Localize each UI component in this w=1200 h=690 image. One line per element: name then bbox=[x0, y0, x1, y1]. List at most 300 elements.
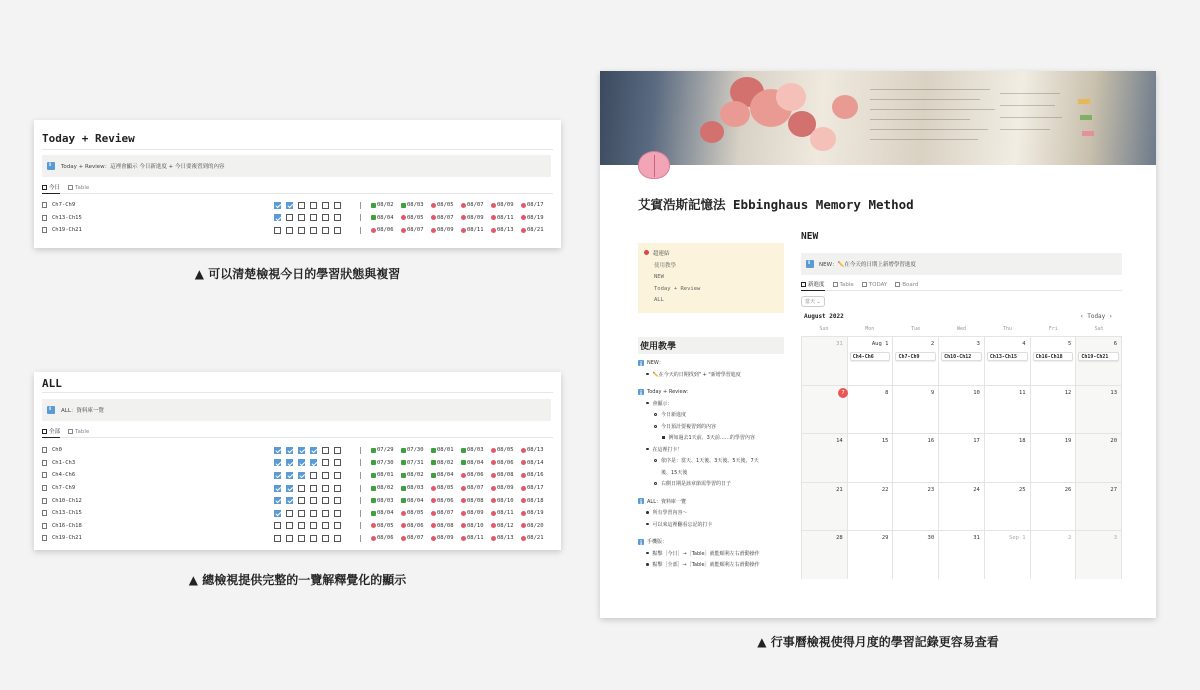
day-number: 2 bbox=[930, 341, 935, 347]
row-title[interactable]: Ch7-Ch9 bbox=[52, 202, 76, 209]
calendar-day[interactable] bbox=[1076, 434, 1122, 482]
table-row[interactable] bbox=[42, 482, 553, 495]
checkbox[interactable] bbox=[286, 522, 293, 529]
checkbox[interactable] bbox=[310, 447, 317, 454]
brain-icon bbox=[521, 448, 526, 453]
table-row[interactable] bbox=[42, 469, 553, 482]
checkbox[interactable] bbox=[334, 497, 341, 504]
table-view-icon bbox=[862, 282, 867, 287]
info-icon bbox=[638, 389, 644, 395]
review-date: 08/03 bbox=[371, 498, 397, 504]
tab-today[interactable]: 今日 bbox=[42, 182, 60, 194]
check-icon bbox=[401, 473, 406, 478]
checkbox[interactable] bbox=[322, 472, 329, 479]
calendar-day[interactable] bbox=[985, 337, 1031, 385]
calendar-day[interactable] bbox=[1031, 337, 1077, 385]
checkbox[interactable] bbox=[334, 522, 341, 529]
weekday-label: Mon bbox=[865, 326, 875, 332]
checkbox[interactable] bbox=[286, 214, 293, 221]
checkbox[interactable] bbox=[322, 497, 329, 504]
brain-icon bbox=[491, 523, 496, 528]
cover-image bbox=[600, 71, 1156, 165]
table-row[interactable] bbox=[42, 212, 553, 225]
calendar-day[interactable] bbox=[939, 386, 985, 434]
toc-item-guide[interactable]: 使用教學 bbox=[654, 262, 677, 269]
checkbox-group bbox=[274, 227, 341, 234]
checkbox[interactable] bbox=[310, 202, 317, 209]
table-row[interactable] bbox=[42, 520, 553, 533]
checkbox[interactable] bbox=[274, 227, 281, 234]
checkbox[interactable] bbox=[322, 459, 329, 466]
day-number: 24 bbox=[973, 486, 980, 493]
calendar-day[interactable] bbox=[1076, 386, 1122, 434]
brain-icon bbox=[431, 536, 436, 541]
brain-icon bbox=[491, 203, 496, 208]
checkbox[interactable] bbox=[334, 510, 341, 517]
brain-icon bbox=[521, 228, 526, 233]
calendar-day[interactable] bbox=[801, 531, 848, 579]
checkbox[interactable] bbox=[334, 535, 341, 542]
day-number: 21 bbox=[836, 486, 843, 493]
info-icon bbox=[638, 360, 644, 366]
checkbox[interactable] bbox=[286, 459, 293, 466]
guide-line: 依序是：當天、1天後、3天後、5天後、7天 bbox=[638, 456, 784, 468]
checkbox[interactable] bbox=[298, 214, 305, 221]
review-dates bbox=[371, 447, 547, 453]
brain-icon bbox=[521, 215, 526, 220]
guide-line: 點擊［今日］→［Table］就能順利左右滑動操作 bbox=[638, 549, 784, 561]
divider bbox=[360, 214, 361, 221]
guide-line: iNEW： bbox=[638, 358, 784, 370]
checkbox[interactable] bbox=[298, 227, 305, 234]
checkbox[interactable] bbox=[298, 535, 305, 542]
checkbox-group bbox=[274, 497, 341, 504]
day-number: Aug 1 bbox=[871, 341, 889, 347]
calendar-event[interactable]: Ch10-Ch12 bbox=[941, 352, 982, 361]
guide-line: i手機版： bbox=[638, 537, 784, 549]
bullet-icon bbox=[654, 425, 657, 428]
bullet-icon bbox=[662, 436, 665, 439]
calendar-day[interactable] bbox=[939, 337, 985, 385]
brain-icon bbox=[371, 536, 376, 541]
day-number: 17 bbox=[973, 438, 980, 444]
brain-icon bbox=[491, 498, 496, 503]
new-callout-text: NEW：✏️在今天的日期上新增學習進度 bbox=[819, 262, 916, 268]
review-date: 08/10 bbox=[461, 523, 487, 529]
review-date: 08/07 bbox=[431, 215, 457, 221]
divider bbox=[360, 459, 361, 466]
guide-line: 點擊［全部］→［Table］就能順利左右滑動操作 bbox=[638, 560, 784, 572]
row-title[interactable]: Ch7-Ch9 bbox=[52, 485, 76, 492]
checkbox[interactable] bbox=[298, 447, 305, 454]
calendar-day[interactable] bbox=[1076, 483, 1122, 531]
calendar bbox=[801, 323, 1122, 579]
day-number: 15 bbox=[881, 438, 889, 444]
day-number: 4 bbox=[1022, 341, 1026, 347]
page-icon bbox=[42, 472, 47, 478]
info-icon bbox=[806, 260, 814, 268]
check-icon bbox=[431, 460, 436, 465]
calendar-day[interactable] bbox=[893, 434, 939, 482]
table-rows bbox=[42, 199, 553, 237]
checkbox[interactable] bbox=[298, 497, 305, 504]
checkbox[interactable] bbox=[286, 227, 293, 234]
guide-line: ✏️在今天的日期找到" + "新增學習進度 bbox=[638, 370, 784, 382]
table-rows bbox=[42, 444, 553, 545]
caption-today: ▲ 可以清楚檢視今日的學習狀態與複習 bbox=[194, 267, 401, 281]
all-card bbox=[34, 372, 561, 550]
review-date: 08/09 bbox=[491, 202, 517, 208]
day-number: 18 bbox=[1018, 438, 1026, 444]
row-title[interactable]: Ch13-Ch15 bbox=[52, 510, 82, 517]
calendar-day[interactable] bbox=[985, 483, 1031, 531]
bullet-icon bbox=[654, 413, 657, 416]
review-date: 08/07 bbox=[431, 510, 457, 516]
brain-icon bbox=[461, 536, 466, 541]
info-icon bbox=[638, 539, 644, 545]
calendar-day[interactable] bbox=[801, 434, 848, 482]
calendar-day[interactable] bbox=[893, 386, 939, 434]
check-icon bbox=[371, 498, 376, 503]
calendar-day[interactable] bbox=[985, 386, 1031, 434]
review-date: 08/05 bbox=[401, 510, 427, 516]
calendar-day[interactable] bbox=[801, 386, 848, 434]
checkbox[interactable] bbox=[274, 535, 281, 542]
calendar-day[interactable] bbox=[848, 483, 894, 531]
brain-icon bbox=[491, 536, 496, 541]
row-title[interactable]: Ch0 bbox=[52, 447, 62, 454]
checkbox[interactable] bbox=[274, 497, 281, 504]
review-dates bbox=[371, 460, 547, 466]
review-date: 08/11 bbox=[461, 535, 487, 541]
guide-line: 右側日期是該章節需學習的日子 bbox=[638, 479, 784, 491]
day-number: 9 bbox=[930, 389, 935, 396]
checkbox[interactable] bbox=[334, 227, 341, 234]
checkbox[interactable] bbox=[334, 447, 341, 454]
page-icon bbox=[42, 485, 47, 491]
day-number: Sep 1 bbox=[1009, 535, 1026, 541]
new-callout bbox=[801, 253, 1122, 275]
guide-line: 今日新進度 bbox=[638, 410, 784, 422]
review-dates bbox=[371, 523, 547, 529]
bullet-icon bbox=[646, 511, 649, 514]
review-date: 08/04 bbox=[371, 510, 397, 516]
brain-icon bbox=[521, 486, 526, 491]
table-row[interactable] bbox=[42, 457, 553, 470]
checkbox[interactable] bbox=[322, 510, 329, 517]
checkbox[interactable] bbox=[310, 535, 317, 542]
weekday-label: Thu bbox=[1002, 326, 1012, 332]
day-number: 10 bbox=[973, 389, 980, 396]
divider bbox=[360, 497, 361, 504]
calendar-day[interactable] bbox=[939, 483, 985, 531]
calendar-day[interactable] bbox=[848, 386, 894, 434]
row-title[interactable]: Ch19-Ch21 bbox=[52, 535, 82, 542]
bullet-icon bbox=[646, 563, 649, 566]
tab-table[interactable]: Table bbox=[68, 426, 89, 438]
guide-line: 在這裡打卡！ bbox=[638, 445, 784, 457]
check-icon bbox=[371, 203, 376, 208]
table-row[interactable] bbox=[42, 199, 553, 212]
calendar-day[interactable] bbox=[939, 434, 985, 482]
bullet-icon bbox=[646, 402, 649, 405]
checkbox[interactable] bbox=[298, 459, 305, 466]
checkbox[interactable] bbox=[298, 522, 305, 529]
brain-icon bbox=[431, 523, 436, 528]
brain-icon bbox=[461, 498, 466, 503]
toc-item-all[interactable]: ALL bbox=[654, 297, 664, 303]
callout-text: Today + Review：這裡會顯示 今日新進度 + 今日要複習到的內容 bbox=[61, 164, 225, 170]
checkbox[interactable] bbox=[334, 214, 341, 221]
check-icon bbox=[401, 498, 406, 503]
brain-icon bbox=[431, 486, 436, 491]
view-tabs bbox=[42, 182, 553, 194]
checkbox[interactable] bbox=[310, 459, 317, 466]
table-row[interactable] bbox=[42, 532, 553, 545]
review-date: 07/31 bbox=[401, 460, 427, 466]
checkbox[interactable] bbox=[298, 472, 305, 479]
day-number: 28 bbox=[836, 535, 843, 541]
review-date: 08/11 bbox=[491, 510, 517, 516]
toc-item-today-review[interactable]: Today + Review bbox=[654, 285, 701, 292]
checkbox[interactable] bbox=[274, 214, 281, 221]
row-title[interactable]: Ch10-Ch12 bbox=[52, 497, 82, 504]
calendar-day[interactable] bbox=[939, 531, 985, 579]
checkbox[interactable] bbox=[286, 497, 293, 504]
review-date: 08/19 bbox=[521, 510, 547, 516]
tab-board[interactable]: Board bbox=[895, 279, 918, 291]
review-dates bbox=[371, 510, 547, 516]
brain-icon bbox=[431, 228, 436, 233]
checkbox[interactable] bbox=[298, 510, 305, 517]
checkbox-group bbox=[274, 202, 341, 209]
review-date: 08/05 bbox=[431, 485, 457, 491]
calendar-day[interactable] bbox=[893, 483, 939, 531]
checkbox[interactable] bbox=[298, 485, 305, 492]
review-dates bbox=[371, 202, 547, 208]
toc-item-new[interactable]: NEW bbox=[654, 274, 664, 280]
bullet-icon bbox=[646, 552, 649, 555]
calendar-day[interactable] bbox=[848, 434, 894, 482]
checkbox[interactable] bbox=[322, 522, 329, 529]
page-icon bbox=[42, 215, 47, 221]
tab-table[interactable]: Table bbox=[833, 279, 854, 291]
guide-line: iToday + Review： bbox=[638, 387, 784, 399]
guide-heading: 使用教學 bbox=[638, 337, 784, 354]
checkbox[interactable] bbox=[286, 472, 293, 479]
tab-today[interactable]: TODAY bbox=[862, 279, 888, 291]
day-number: 3 bbox=[1113, 535, 1118, 541]
check-icon bbox=[371, 215, 376, 220]
row-title[interactable]: Ch13-Ch15 bbox=[52, 214, 82, 221]
review-date: 08/06 bbox=[371, 535, 397, 541]
calendar-day[interactable] bbox=[985, 531, 1031, 579]
calendar-day[interactable] bbox=[1031, 483, 1077, 531]
checkbox[interactable] bbox=[322, 227, 329, 234]
day-number: 31 bbox=[973, 535, 980, 541]
checkbox-group bbox=[274, 214, 341, 221]
calendar-day[interactable] bbox=[985, 434, 1031, 482]
checkbox[interactable] bbox=[286, 447, 293, 454]
review-date: 07/30 bbox=[371, 460, 397, 466]
checkbox[interactable] bbox=[286, 535, 293, 542]
checkbox[interactable] bbox=[286, 485, 293, 492]
check-icon bbox=[371, 460, 376, 465]
checkbox[interactable] bbox=[286, 202, 293, 209]
calendar-day[interactable] bbox=[1031, 386, 1077, 434]
toc-item-links[interactable]: 超連結 bbox=[644, 249, 784, 261]
calendar-day[interactable] bbox=[893, 337, 939, 385]
checkbox[interactable] bbox=[274, 459, 281, 466]
checkbox[interactable] bbox=[334, 485, 341, 492]
brain-icon bbox=[521, 523, 526, 528]
bullet-icon bbox=[654, 459, 657, 462]
checkbox[interactable] bbox=[274, 447, 281, 454]
day-number: 13 bbox=[1110, 389, 1118, 396]
checkbox[interactable] bbox=[274, 522, 281, 529]
row-title[interactable]: Ch1-Ch3 bbox=[52, 459, 76, 466]
table-row[interactable] bbox=[42, 224, 553, 237]
review-date: 08/19 bbox=[521, 215, 547, 221]
calendar-event[interactable]: Ch16-Ch18 bbox=[1033, 352, 1074, 361]
checkbox-group bbox=[274, 472, 341, 479]
day-number: 23 bbox=[927, 486, 935, 493]
checkbox[interactable] bbox=[334, 472, 341, 479]
checkbox[interactable] bbox=[334, 202, 341, 209]
brain-icon bbox=[521, 460, 526, 465]
review-dates bbox=[371, 215, 547, 221]
check-icon bbox=[371, 448, 376, 453]
table-row[interactable] bbox=[42, 494, 553, 507]
brain-icon bbox=[491, 473, 496, 478]
row-title[interactable]: Ch4-Ch6 bbox=[52, 472, 76, 479]
bullet-icon bbox=[646, 373, 649, 376]
divider bbox=[360, 485, 361, 492]
table-row[interactable] bbox=[42, 507, 553, 520]
checkbox[interactable] bbox=[310, 214, 317, 221]
checkbox[interactable] bbox=[322, 485, 329, 492]
review-date: 08/04 bbox=[431, 472, 457, 478]
row-title[interactable]: Ch16-Ch18 bbox=[52, 522, 82, 529]
calendar-day[interactable] bbox=[1076, 337, 1122, 385]
checkbox[interactable] bbox=[274, 510, 281, 517]
review-date: 08/14 bbox=[521, 460, 547, 466]
calendar-day[interactable] bbox=[1031, 434, 1077, 482]
brain-icon bbox=[401, 536, 406, 541]
checkbox[interactable] bbox=[322, 214, 329, 221]
view-tabs bbox=[42, 426, 553, 438]
brain-icon bbox=[461, 511, 466, 516]
brain-icon bbox=[431, 498, 436, 503]
checkbox[interactable] bbox=[274, 485, 281, 492]
table-of-contents bbox=[638, 243, 784, 313]
checkbox[interactable] bbox=[310, 227, 317, 234]
day-number: 6 bbox=[1113, 341, 1118, 347]
day-number: 11 bbox=[1018, 389, 1026, 396]
table-row[interactable] bbox=[42, 444, 553, 457]
info-icon bbox=[47, 162, 55, 170]
review-date: 08/13 bbox=[521, 447, 547, 453]
row-title[interactable]: Ch19-Ch21 bbox=[52, 227, 82, 234]
checkbox[interactable] bbox=[310, 497, 317, 504]
calendar-day[interactable] bbox=[1031, 531, 1077, 579]
checkbox[interactable] bbox=[322, 535, 329, 542]
review-date: 08/05 bbox=[431, 202, 457, 208]
check-icon bbox=[461, 460, 466, 465]
review-date: 08/08 bbox=[491, 472, 517, 478]
day-number: 3 bbox=[976, 341, 980, 347]
calendar-day[interactable] bbox=[848, 337, 894, 385]
today-nav-button[interactable]: ‹ Today › bbox=[1080, 313, 1113, 320]
check-icon bbox=[431, 473, 436, 478]
review-date: 07/30 bbox=[401, 447, 427, 453]
divider bbox=[360, 510, 361, 517]
calendar-event[interactable]: Ch13-Ch15 bbox=[987, 352, 1028, 361]
guide-line: iALL：資料庫一覽 bbox=[638, 497, 784, 509]
calendar-day[interactable] bbox=[801, 483, 848, 531]
review-date: 08/02 bbox=[371, 485, 397, 491]
review-date: 08/07 bbox=[461, 485, 487, 491]
page-icon bbox=[42, 523, 47, 529]
review-date: 08/01 bbox=[431, 447, 457, 453]
review-date: 08/11 bbox=[491, 215, 517, 221]
brain-icon bbox=[461, 215, 466, 220]
review-date: 08/02 bbox=[371, 202, 397, 208]
calendar-event[interactable]: Ch4-Ch6 bbox=[850, 352, 891, 361]
calendar-day[interactable] bbox=[801, 337, 848, 385]
review-date: 08/18 bbox=[521, 498, 547, 504]
checkbox-group bbox=[274, 447, 341, 454]
checkbox[interactable] bbox=[310, 522, 317, 529]
checkbox[interactable] bbox=[310, 472, 317, 479]
checkbox-group bbox=[274, 459, 341, 466]
check-icon bbox=[371, 486, 376, 491]
guide-line: 後、15天後 bbox=[661, 469, 688, 476]
notion-page-card bbox=[600, 71, 1156, 618]
checkbox[interactable] bbox=[334, 459, 341, 466]
review-date: 08/06 bbox=[371, 227, 397, 233]
brain-icon bbox=[521, 498, 526, 503]
checkbox[interactable] bbox=[322, 447, 329, 454]
day-number: 16 bbox=[927, 438, 935, 444]
divider bbox=[360, 227, 361, 234]
day-number: 26 bbox=[1064, 486, 1072, 493]
review-date: 08/08 bbox=[431, 523, 457, 529]
calendar-day[interactable] bbox=[848, 531, 894, 579]
divider bbox=[360, 522, 361, 529]
table-view-icon bbox=[68, 429, 73, 434]
checkbox[interactable] bbox=[310, 485, 317, 492]
tab-new-progress[interactable]: 新進度 bbox=[801, 279, 825, 291]
tab-all[interactable]: 全部 bbox=[42, 426, 60, 438]
filter-chip[interactable]: 當天 ⌄ bbox=[801, 296, 825, 307]
brain-icon bbox=[401, 511, 406, 516]
tab-table[interactable]: Table bbox=[68, 182, 89, 194]
review-date: 08/13 bbox=[491, 535, 517, 541]
checkbox[interactable] bbox=[322, 202, 329, 209]
checkbox[interactable] bbox=[298, 202, 305, 209]
checkbox[interactable] bbox=[310, 510, 317, 517]
calendar-event[interactable]: Ch7-Ch9 bbox=[895, 352, 936, 361]
brain-icon bbox=[461, 203, 466, 208]
checkbox[interactable] bbox=[286, 510, 293, 517]
review-date: 08/04 bbox=[371, 215, 397, 221]
calendar-event[interactable]: Ch19-Ch21 bbox=[1078, 352, 1119, 361]
checkbox[interactable] bbox=[274, 202, 281, 209]
checkbox[interactable] bbox=[274, 472, 281, 479]
calendar-day[interactable] bbox=[1076, 531, 1122, 579]
calendar-day[interactable] bbox=[893, 531, 939, 579]
